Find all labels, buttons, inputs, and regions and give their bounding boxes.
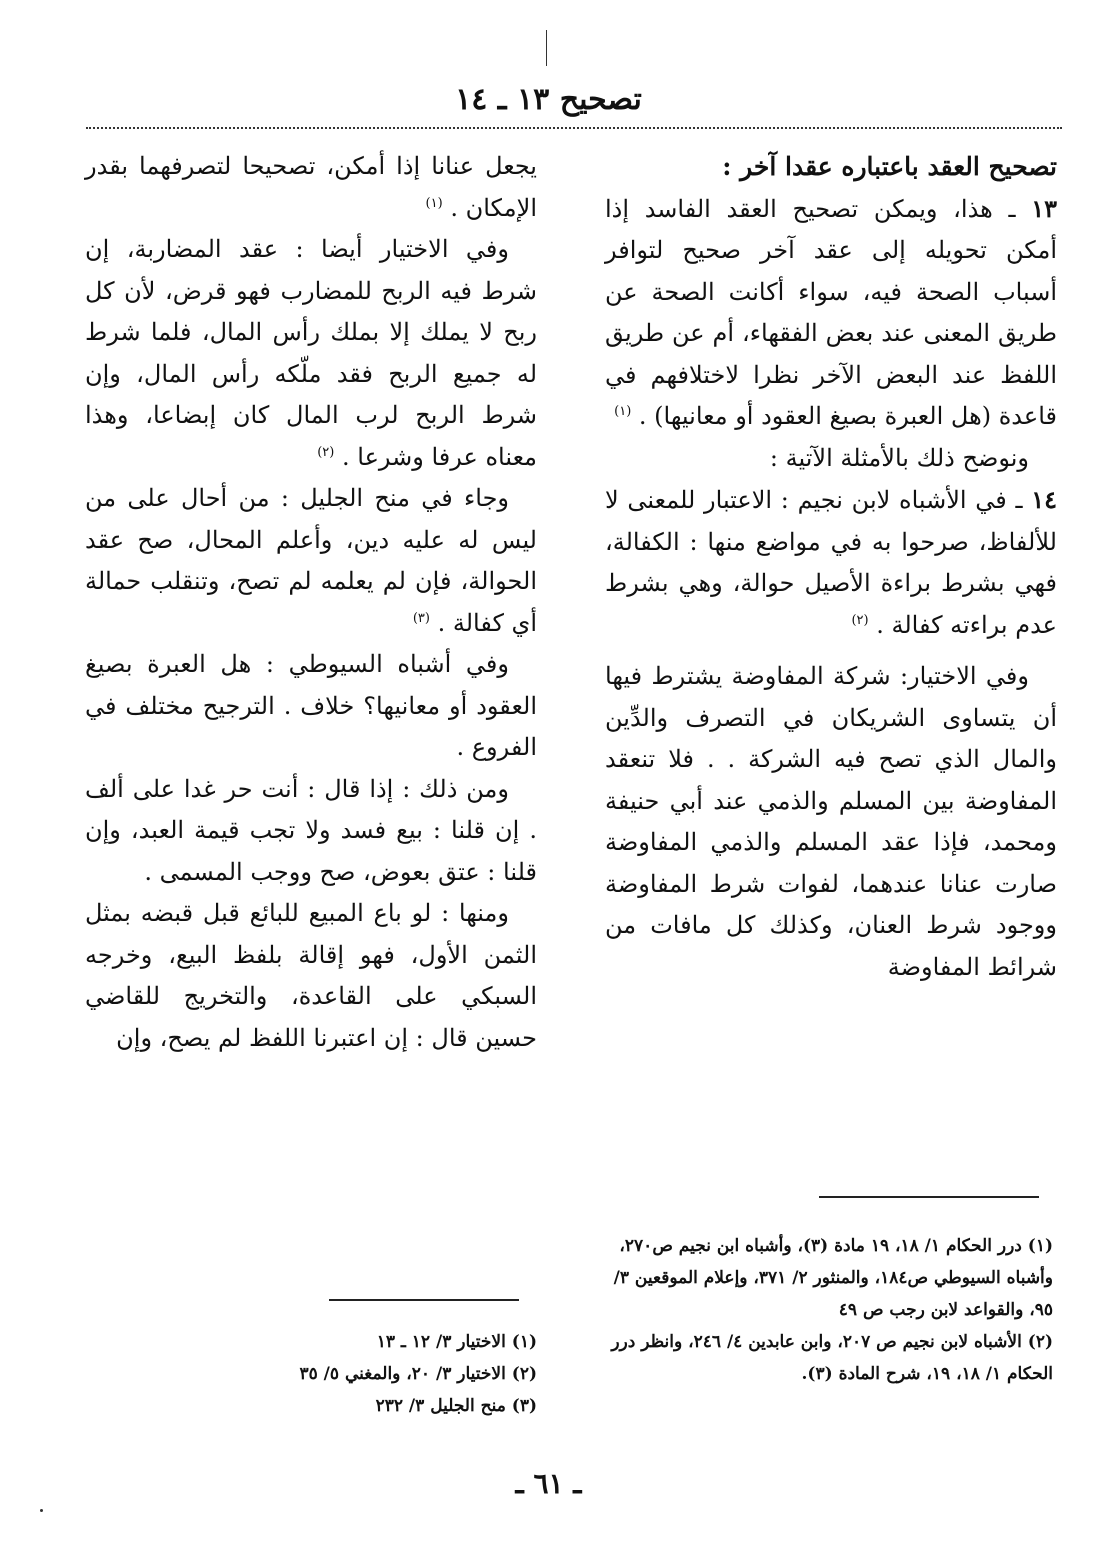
paragraph-text: وجاء في منح الجليل : من أحال على من ليس له عليه دين، وأعلم المحال، صح عقد الحوالة، فإن لم يعلمه لم تصح، وتنقلب حمالة أي كفالة . [85, 484, 537, 637]
stray-dot [40, 1509, 43, 1512]
paragraph-continuation [85, 146, 537, 229]
top-center-mark [546, 30, 547, 66]
paragraph-14 [605, 479, 1057, 646]
paragraph-mudaraba [85, 229, 537, 478]
paragraph-text: ـ في الأشباه لابن نجيم : الاعتبار للمعنى لا للألفاظ، صرحوا به في مواضع منها : الكفالة، فهي بشرط براءة الأصيل حوالة، وهي بشرط عدم براءته كفالة . [605, 486, 1057, 639]
footnote-separator [819, 1196, 1039, 1198]
paragraph-intro: ونوضح ذلك بالأمثلة الآتية : [769, 443, 1029, 472]
footnote-marker: (٣) [412, 610, 430, 626]
paragraph-minah [85, 478, 537, 644]
paragraph-number: ١٣ [1031, 193, 1057, 223]
paragraph-suyuti: وفي أشباه السيوطي : هل العبرة بصيغ العقود أو معانيها؟ خلاف . الترجيح مختلف في الفروع . [85, 650, 537, 761]
section-title: تصحيح العقد باعتباره عقدا آخر : [722, 152, 1057, 181]
footnote-marker: (١) [614, 404, 632, 419]
left-column [85, 146, 537, 1059]
paragraph-example-2: ومنها : لو باع المبيع للبائع قبل قبضه بمثل الثمن الأول، فهو إقالة بلفظ البيع، وخرجه السبكي على القاعدة، والتخريج للقاضي حسين قال : إن اعتبرنا اللفظ لم يصح، وإن [85, 899, 537, 1052]
paragraph-ikhtiyar: وفي الاختيار: شركة المفاوضة يشترط فيها أن يتساوى الشريكان في التصرف والدِّين والمال الذي تصح فيه الشركة . . فلا تنعقد المفاوضة بين المسلم والذمي عند أبي حنيفة ومحمد، فإذا عقد المسلم والذمي المفاوضة صارت عنانا عندهما، لفوات شرط المفاوضة ووجود شرط العنان، وكذلك كل مافات من شرائط المفاوضة [605, 662, 1057, 981]
paragraph-number: ١٤ [1031, 485, 1057, 514]
footnotes-right [595, 1230, 1053, 1390]
footnote: (٢) الاختيار ٣/ ٢٠، والمغني ٥/ ٣٥ [299, 1364, 537, 1384]
footnote: (٣) منح الجليل ٣/ ٢٣٢ [375, 1396, 537, 1416]
paragraph-text: يجعل عنانا إذا أمكن، تصحيحا لتصرفهما بقدر الإمكان . [85, 152, 537, 222]
paragraph-example: ومن ذلك : إذا قال : أنت حر غدا على ألف . إن قلنا : بيع فسد ولا تجب قيمة العبد، وإن قلنا : عتق بعوض، صح ووجب المسمى . [85, 774, 537, 886]
running-header: تصحيح ١٣ ـ ١٤ [455, 82, 642, 117]
footnote: (١) الاختيار ٣/ ١٢ ـ ١٣ [376, 1332, 537, 1352]
paragraph-text: وفي الاختيار أيضا : عقد المضاربة، إن شرط فيه الربح للمضارب فهو قرض، لأن كل ربح لا يملك إلا بملك رأس المال، فلما شرط له جميع الربح فقد ملّكه رأس المال، وإن شرط الربح لرب المال كان إبضاعا، وهذا معناه عرفا وشرعا . [85, 235, 537, 471]
footnotes-left [77, 1326, 537, 1422]
paragraph-13 [605, 188, 1057, 438]
right-column [605, 146, 1057, 988]
paragraph-text: ـ هذا، ويمكن تصحيح العقد الفاسد إذا أمكن تحويله إلى عقد آخر صحيح لتوافر أسباب الصحة فيه، سواء أكانت الصحة عن طريق المعنى عند بعض الفقهاء، أم عن طريق اللفظ عند البعض الآخر نظرا لاختلافهم في قاعدة (هل العبرة بصيغ العقود أو معانيها) . [605, 194, 1057, 430]
page-number: ـ ٦١ ـ [515, 1467, 582, 1500]
header-dotted-rule [86, 127, 1062, 129]
footnote: (٢) الأشباه لابن نجيم ص ٢٠٧، وابن عابدين ٤/ ٢٤٦، وانظر درر الحكام ١/ ١٨، ١٩، شرح المادة (٣). [611, 1332, 1053, 1384]
footnote: (١) درر الحكام ١/ ١٨، ١٩ مادة (٣)، وأشباه ابن نجيم ص٢٧٠، وأشباه السيوطي ص١٨٤، والمنثور ٢/ ٣٧١، وإعلام الموقعين ٣/ ٩٥، والقواعد لابن رجب ص ٤٩ [613, 1236, 1053, 1320]
footnote-marker: (١) [425, 195, 443, 211]
footnote-separator [329, 1299, 519, 1301]
footnote-marker: (٢) [317, 444, 335, 460]
footnote-marker: (٢) [851, 612, 869, 628]
